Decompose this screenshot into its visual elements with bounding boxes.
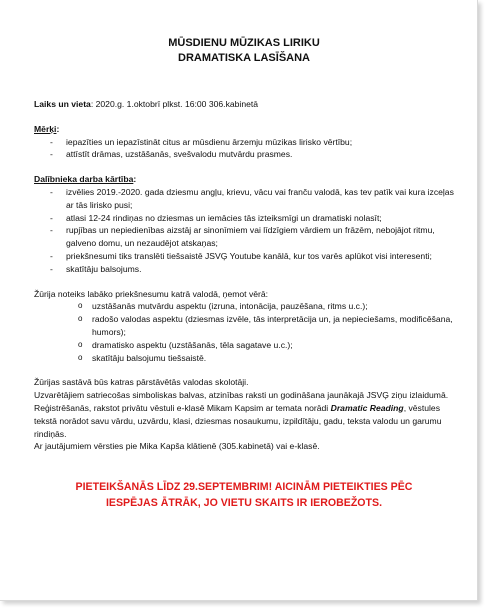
document-title [34,36,454,65]
registration-deadline-callout [34,479,454,511]
procedure-heading-line [34,173,454,186]
jury-criterion: o uzstāšanās mutvārdu aspektu (izruna, intonācija, pauzēšana, ritms u.c.); [78,300,454,313]
registration-subject: Dramatic Reading [330,402,404,413]
jury-criterion: o dramatisko aspektu (uzstāšanās, tēla sagatave u.c.); [78,339,454,352]
goals-heading: Mērķi [34,123,57,134]
procedure-item: - skatītāju balsojums. [50,263,454,276]
procedure-item: - izvēlies 2019.-2020. gada dziesmu angļu, krievu, vācu vai franču valodā, kas tev patīk vai kura izceļas ar tās lirisko pusi; [50,186,454,212]
goal-item: - attīstīt drāmas, uzstāšanās, svešvalodu mutvārdu prasmes. [50,148,454,161]
jury-intro: Žūrija noteiks labāko priekšnesumu katrā valodā, ņemot vērā: [34,288,269,299]
jury-criterion: o radošo valodas aspektu (dziesmas izvēle, tās interpretācija un, ja nepieciešams, modificēšana, humors); [78,313,454,339]
cta-line-1: PIETEIKŠANĀS LĪDZ 29.SEPTEMBRIM! AICINĀM PIETEIKTIES PĒC [75,481,413,494]
registration-pre: Reģistrēšanās, rakstot privātu vēstuli e-klasē Mikam Kapsim ar temata norādi [34,402,331,413]
goals-heading-line [34,123,454,136]
time-place-label: Laiks un vieta [34,99,91,109]
procedure-list [34,186,454,276]
registration-text [34,402,454,440]
prizes-text: Uzvarētājiem satriecošas simboliskas balvas, atzinības raksti un godināšana jaunākajā JSVĢ ziņu izlaidumā. [34,390,449,401]
jury-criteria-list [34,300,454,364]
registration-post: , vēstules tekstā norādot savu vārdu, uzvārdu, klasi, dziesmas nosaukumu, izpildītāju, gadu, teksta valodu un garumu rindiņās. [34,402,442,439]
cta-line-2: IESPĒJAS ĀTRĀK, JO VIETU SKAITS IR IEROBEŽOTS. [105,497,383,510]
time-place-paragraph [34,98,454,111]
title-line-2: DRAMATISKA LASĪŠANA [178,51,310,64]
title-line-1: MŪSDIENU MŪZIKAS LIRIKU [168,37,320,49]
jury-criterion: o skatītāju balsojumu tiešsaistē. [78,352,454,365]
jury-composition: Žūrijas sastāvā būs katras pārstāvētās valodas skolotāji. [34,377,249,388]
procedure-item: - rupjības un nepiedienības aizstāj ar sinonīmiem vai līdzīgiem vārdiem un frāzēm, nebojājot ritmu, galveno domu, un nezaudējot atskaņas; [50,224,454,250]
procedure-item: - priekšnesumi tiks translēti tiešsaistē JSVĢ Youtube kanālā, kur tos varēs aplūkot visi interesenti; [50,250,454,263]
procedure-item: - atlasi 12-24 rindiņas no dziesmas un iemācies tās izteiksmīgi un dramatiski nolasīt; [50,212,454,225]
document-content [34,36,454,511]
procedure-heading: Dalībnieka darba kārtība [34,174,134,185]
procedure-colon: : [133,174,137,185]
goals-colon: : [56,123,60,134]
time-place-value: : 2020.g. 1.oktobrī plkst. 16:00 306.kabinetā [90,99,259,109]
questions-text: Ar jautājumiem vērsties pie Mika Kapša klātienē (305.kabinetā) vai e-klasē. [34,441,320,452]
goals-list [34,136,454,162]
goal-item: - iepazīties un iepazīstināt citus ar mūsdienu ārzemju mūzikas lirisko vērtību; [50,136,454,149]
